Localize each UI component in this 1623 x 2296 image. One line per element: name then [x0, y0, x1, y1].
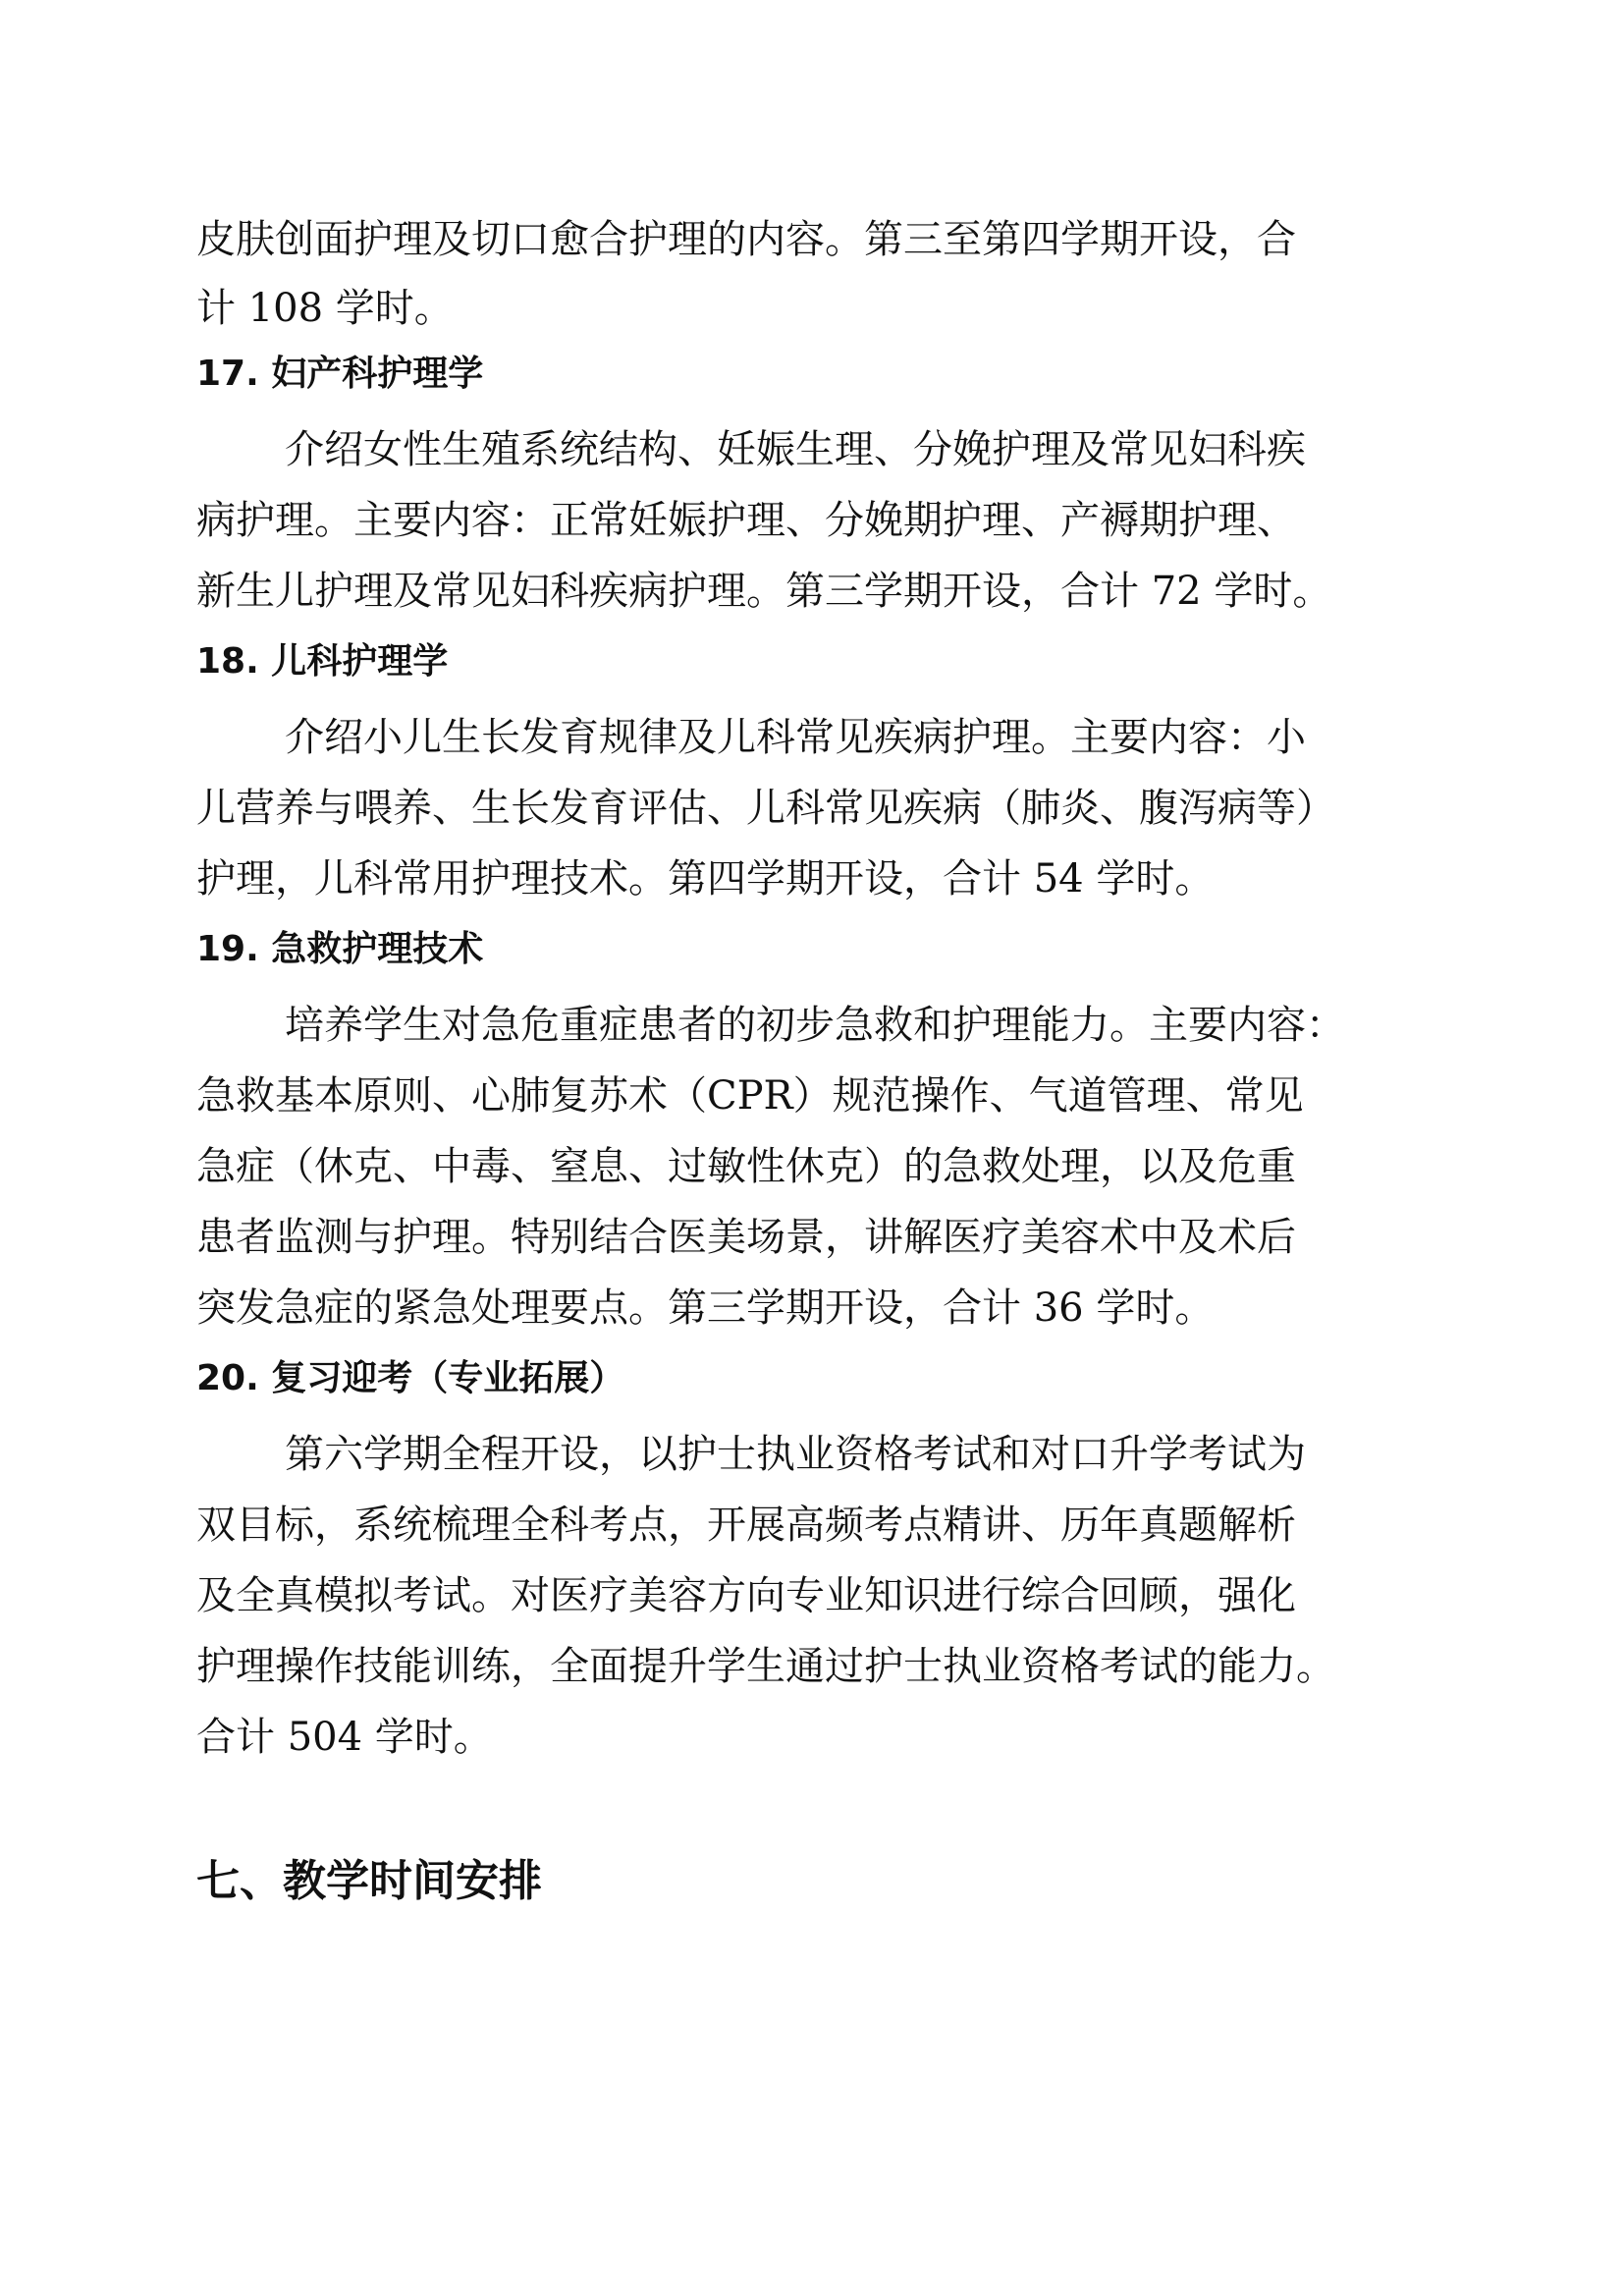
- section-title: 七、教学时间安排: [196, 1856, 542, 1906]
- paragraph-line: 双目标，系统梳理全科考点，开展高频考点精讲、历年真题解析: [196, 1503, 1296, 1548]
- paragraph-line: 突发急症的紧急处理要点。第三学期开设，合计 36 学时。: [196, 1285, 1215, 1331]
- paragraph-line: 患者监测与护理。特别结合医美场景，讲解医疗美容术中及术后: [196, 1215, 1296, 1260]
- paragraph-line: 急症（休克、中毒、窒息、过敏性休克）的急救处理，以及危重: [196, 1144, 1296, 1189]
- paragraph-line: 病护理。主要内容：正常妊娠护理、分娩期护理、产褥期护理、: [196, 498, 1296, 543]
- paragraph-line: 介绍女性生殖系统结构、妊娠生理、分娩护理及常见妇科疾: [285, 427, 1306, 472]
- paragraph-line: 合计 504 学时。: [196, 1715, 493, 1760]
- paragraph-line: 急救基本原则、心肺复苏术（CPR）规范操作、气道管理、常见: [196, 1073, 1304, 1119]
- course-heading-19: 19. 急救护理技术: [196, 929, 484, 969]
- paragraph-line: 护理操作技能训练，全面提升学生通过护士执业资格考试的能力。: [196, 1644, 1335, 1689]
- paragraph-line: 皮肤创面护理及切口愈合护理的内容。第三至第四学期开设，合: [196, 217, 1296, 262]
- paragraph-line: 培养学生对急危重症患者的初步急救和护理能力。主要内容：: [285, 1003, 1345, 1048]
- course-heading-17: 17. 妇产科护理学: [196, 354, 484, 394]
- paragraph-line: 介绍小儿生长发育规律及儿科常见疾病护理。主要内容：小: [285, 715, 1306, 760]
- paragraph-line: 计 108 学时。: [196, 286, 454, 331]
- course-heading-20: 20. 复习迎考（专业拓展）: [196, 1358, 625, 1398]
- paragraph-line: 第六学期全程开设，以护士执业资格考试和对口升学考试为: [285, 1432, 1306, 1477]
- paragraph-line: 新生儿护理及常见妇科疾病护理。第三学期开设，合计 72 学时。: [196, 569, 1332, 614]
- course-heading-18: 18. 儿科护理学: [196, 641, 449, 682]
- paragraph-line: 及全真模拟考试。对医疗美容方向专业知识进行综合回顾，强化: [196, 1573, 1296, 1618]
- paragraph-line: 儿营养与喂养、生长发育评估、儿科常见疾病（肺炎、腹泻病等）: [196, 786, 1335, 831]
- paragraph-line: 护理，儿科常用护理技术。第四学期开设，合计 54 学时。: [196, 856, 1215, 902]
